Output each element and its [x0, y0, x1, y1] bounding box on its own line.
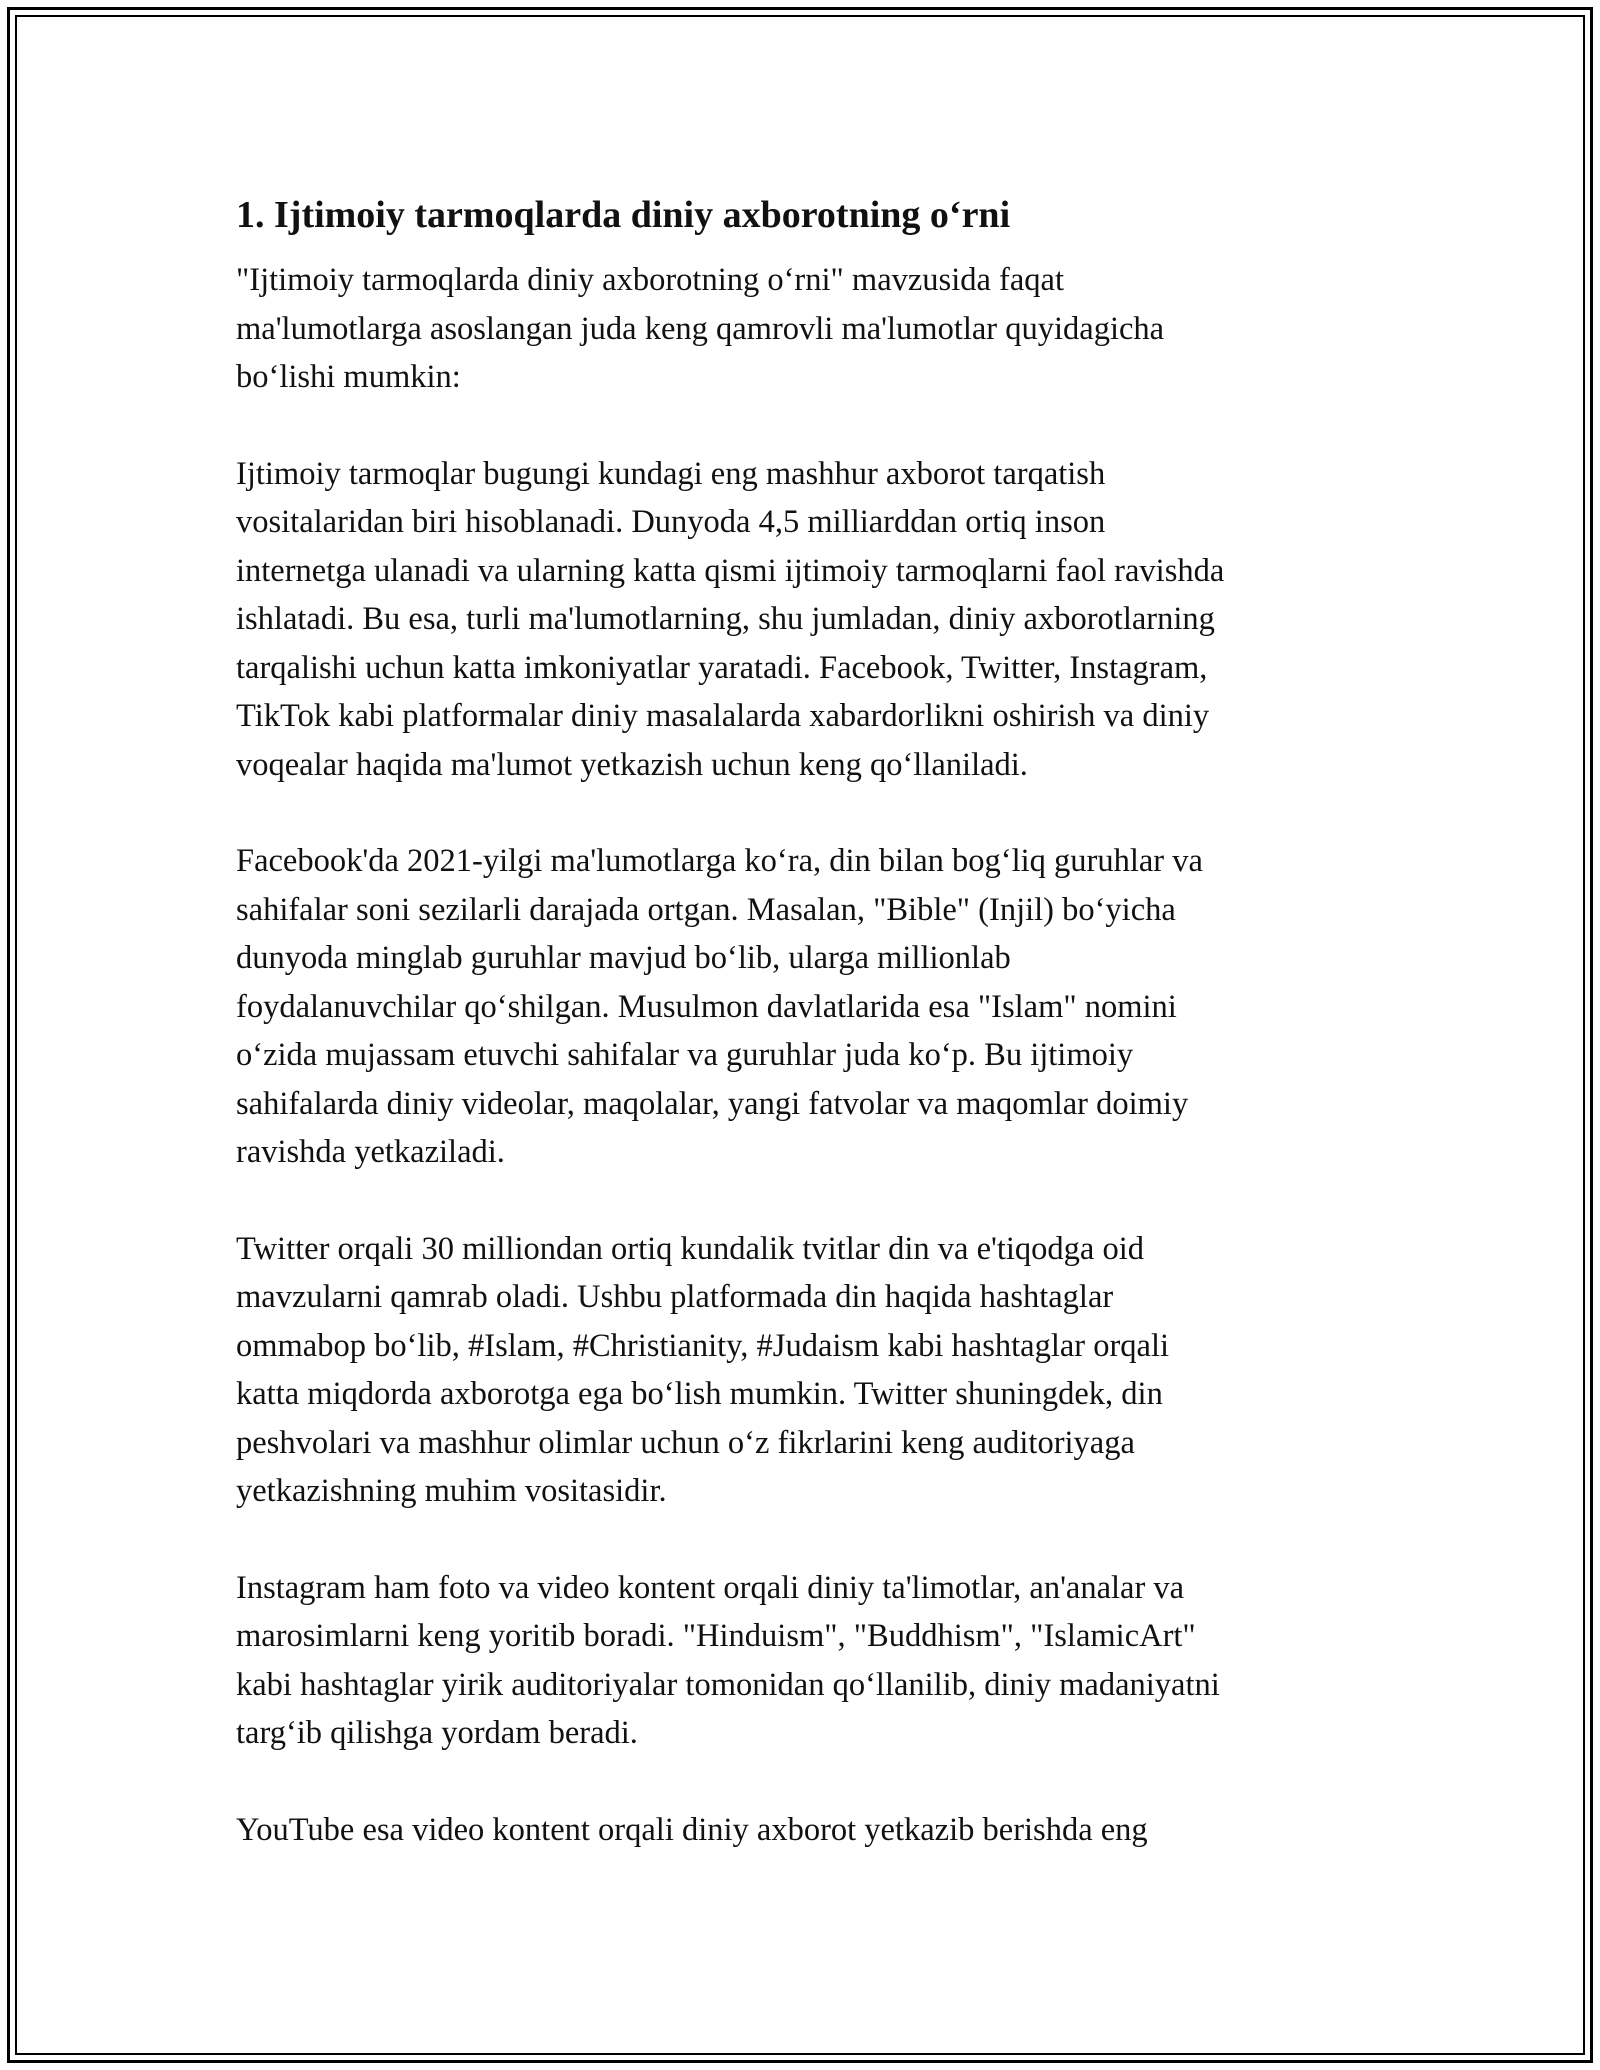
paragraph-youtube: YouTube esa video kontent orqali diniy axborot yetkazib berishda eng: [236, 1811, 1148, 1848]
paragraph-instagram: Instagram ham foto va video kontent orqali diniy ta'limotlar, an'analar va marosimlarni keng yoritib boradi. "Hinduism", "Buddhism", "IslamicArt" kabi hashtaglar yirik auditoriyalar tomonidan qo‘llanilib, diniy madaniyatni targ‘ib qilishga yordam beradi.: [236, 1569, 1220, 1751]
paragraph-twitter: Twitter orqali 30 milliondan ortiq kundalik tvitlar din va e'tiqodga oid mavzularni qamrab oladi. Ushbu platformada din haqida hashtaglar ommabop bo‘lib, #Islam, #Christianity, #Judaism kabi hashtaglar orqali katta miqdorda axborotga ega bo‘lish mumkin. Twitter shuningdek, din peshvolari va mashhur olimlar uchun o‘z fikrlarini keng auditoriyaga yetkazishning muhim vositasidir.: [236, 1230, 1170, 1509]
document-body: [236, 188, 1361, 1902]
paragraph-facebook: Facebook'da 2021-yilgi ma'lumotlarga ko‘ra, din bilan bog‘liq guruhlar va sahifalar soni sezilarli darajada ortgan. Masalan, "Bible" (Injil) bo‘yicha dunyoda minglab guruhlar mavjud bo‘lib, ularga millionlab foydalanuvchilar qo‘shilgan. Musulmon davlatlarida esa "Islam" nomini o‘zida mujassam etuvchi sahifalar va guruhlar juda ko‘p. Bu ijtimoiy sahifalarda diniy videolar, maqolalar, yangi fatvolar va maqomlar doimiy ravishda yetkaziladi.: [236, 843, 1203, 1170]
paragraph-social-networks: Ijtimoiy tarmoqlar bugungi kundagi eng mashhur axborot tarqatish vositalaridan biri hisoblanadi. Dunyoda 4,5 milliarddan ortiq inson internetga ulanadi va ularning katta qismi ijtimoiy tarmoqlarni faol ravishda ishlatadi. Bu esa, turli ma'lumotlarning, shu jumladan, diniy axborotlarning tarqalishi uchun katta imkoniyatlar yaratadi. Facebook, Twitter, Instagram, TikTok kabi platformalar diniy masalalarda xabardorlikni oshirish va diniy voqealar haqida ma'lumot yetkazish uchun keng qo‘llaniladi.: [236, 455, 1225, 783]
section-heading: 1. Ijtimoiy tarmoqlarda diniy axborotning o‘rni: [236, 194, 1011, 236]
paragraph-intro: "Ijtimoiy tarmoqlarda diniy axborotning o‘rni" mavzusida faqat ma'lumotlarga asoslangan juda keng qamrovli ma'lumotlar quyidagicha bo‘lishi mumkin:: [236, 262, 1165, 395]
